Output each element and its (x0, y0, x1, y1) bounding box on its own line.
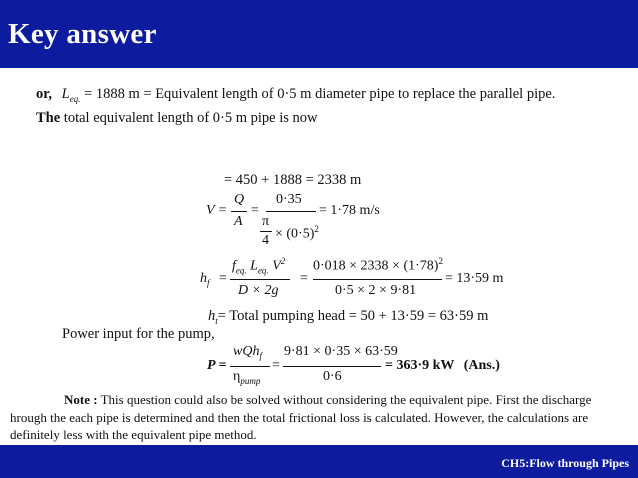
v-superscript: 2 (280, 256, 286, 266)
note-line-1 (64, 392, 591, 408)
ht-subscript: t (215, 315, 218, 326)
hf-symbolic-numerator (232, 256, 285, 275)
total-equivalent-line (36, 110, 318, 127)
the-label: The (36, 110, 61, 126)
velocity-lhs: V = (206, 203, 228, 218)
answer-label: (Ans.) (463, 358, 500, 373)
hf-numeric-bar (313, 279, 442, 280)
hf-symbolic-bar (230, 279, 290, 280)
hf-numeric-numerator (313, 256, 443, 275)
velocity-den-text: × (0·5) (275, 226, 315, 242)
slide-footer (0, 445, 638, 478)
total-head-text: = Total pumping head = 50 + 13·59 = 63·59 m (217, 308, 489, 324)
velocity-q: Q (234, 192, 245, 207)
equivalent-length-line (36, 86, 555, 104)
power-numeric-bar (283, 366, 381, 367)
leq-symbol: L (61, 86, 70, 102)
velocity-eq-sign: = (251, 203, 259, 218)
velocity-result: = 1·78 m/s (319, 203, 380, 218)
velocity-four: 4 (262, 233, 269, 248)
chapter-label: CH5:Flow through Pipes (501, 456, 629, 470)
velocity-den-sup: 2 (314, 224, 319, 234)
or-label: or, (36, 86, 52, 102)
wqh-symbol: wQh (233, 344, 260, 359)
total-length-equation (224, 172, 361, 189)
hf-symbol: h (200, 271, 207, 286)
total-equivalent-text: total equivalent length of 0·5 m pipe is now (63, 110, 318, 126)
ht-symbol: h (208, 308, 216, 324)
power-numeric-numerator: 9·81 × 0·35 × 63·59 (284, 344, 398, 359)
velocity-a: A (234, 214, 243, 229)
power-eq-sign: = (272, 358, 280, 373)
velocity-numerator: 0·35 (276, 192, 302, 207)
feq-subscript: eq. (235, 265, 247, 276)
power-result-value: = 363·9 kW (385, 358, 455, 373)
note-text-1: This question could also be solved without considering the equivalent pipe. First the discharge (100, 392, 592, 407)
equivalent-length-text: = 1888 m = Equivalent length of 0·5 m diameter pipe to replace the parallel pipe. (84, 86, 556, 102)
power-symbolic-numerator (233, 344, 262, 361)
total-head-line (208, 308, 488, 326)
hf-numeric-denominator: 0·5 × 2 × 9·81 (335, 283, 417, 298)
total-length-text: = 450 + 1888 = 2338 m (224, 172, 362, 188)
hf-num-text: 0·018 × 2338 × (1·78) (313, 258, 439, 274)
v-symbol: V (272, 258, 281, 274)
slide-header (0, 0, 638, 68)
note-label: Note : (64, 392, 98, 407)
power-lhs: P = (207, 358, 227, 373)
feq-symbol: f (232, 258, 236, 274)
slide-title: Key answer (8, 18, 157, 50)
power-symbolic-bar (230, 366, 270, 367)
velocity-denominator (275, 224, 319, 243)
power-label: Power input for the pump, (62, 326, 215, 342)
hf-lhs (200, 271, 210, 288)
note-line-2: hrough the each pipe is determined and then the total frictional loss is calculated. However, the calculations are (10, 410, 589, 425)
hf-result: = 13·59 m (445, 271, 504, 286)
power-numeric-denominator: 0·6 (323, 369, 342, 384)
hf-subscript: f (207, 277, 210, 288)
velocity-pi: π (262, 214, 270, 229)
power-result (385, 358, 500, 374)
hf-num-sup: 2 (438, 256, 443, 266)
eta-subscript: pump (240, 375, 261, 386)
velocity-fraction-bar (266, 211, 316, 212)
note-line-3: definitely less with the equivalent pipe method. (10, 427, 257, 442)
leq-subscript: eq. (69, 93, 81, 104)
hf-eq-sign: = (219, 271, 227, 286)
hf-symbolic-denominator: D × 2g (238, 283, 279, 298)
hf-eq-sign-2: = (300, 271, 308, 286)
wqh-subscript: f (259, 350, 262, 361)
leq2-subscript: eq. (257, 265, 269, 276)
velocity-qa-bar (231, 211, 247, 212)
eta-symbol: η (233, 369, 241, 384)
power-symbolic-denominator (233, 369, 260, 386)
leq2-symbol: L (250, 258, 258, 274)
